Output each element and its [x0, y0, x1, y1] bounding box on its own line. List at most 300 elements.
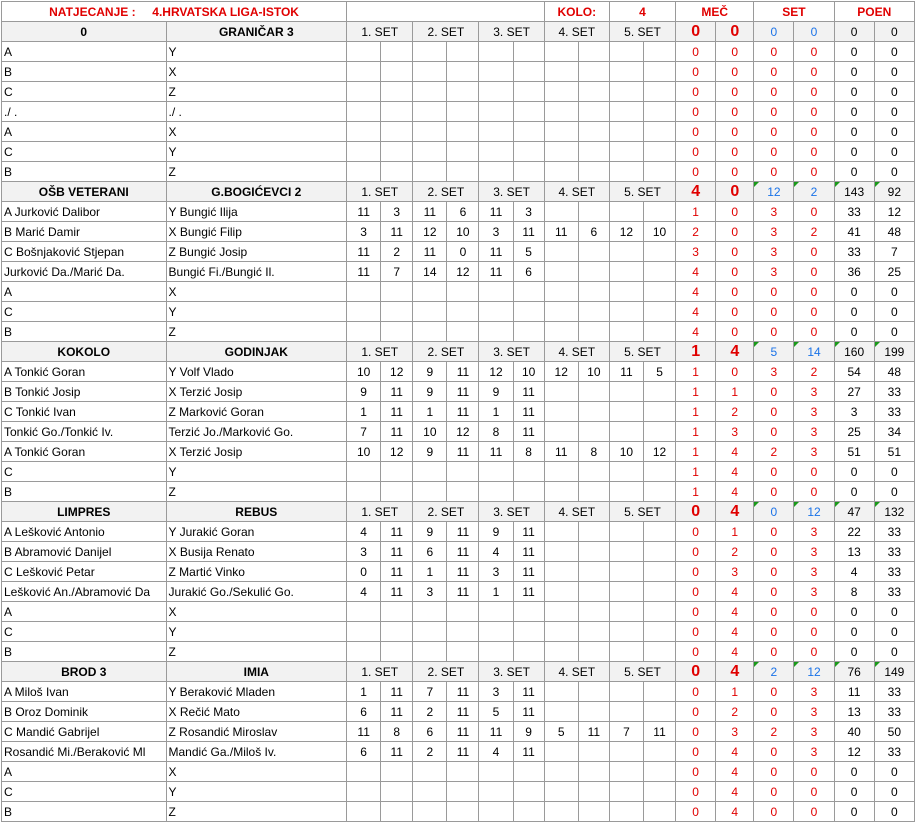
mec-home[interactable]: 0	[676, 542, 716, 562]
set-score[interactable]: 11	[381, 522, 413, 542]
poen-home[interactable]: 0	[834, 762, 874, 782]
set-header[interactable]: 5. SET	[609, 502, 675, 522]
home-player[interactable]: Jurković Da./Marić Da.	[2, 262, 167, 282]
set-score[interactable]	[643, 202, 675, 222]
set-home[interactable]: 0	[754, 782, 794, 802]
match-mec-away[interactable]: 4	[716, 502, 754, 522]
set-home[interactable]: 0	[754, 762, 794, 782]
poen-home[interactable]: 13	[834, 702, 874, 722]
set-score[interactable]	[479, 802, 513, 822]
set-score[interactable]	[381, 782, 413, 802]
poen-home[interactable]: 4	[834, 562, 874, 582]
set-score[interactable]	[609, 122, 643, 142]
set-score[interactable]	[609, 702, 643, 722]
home-team-name[interactable]: OŠB VETERANI	[2, 182, 167, 202]
set-score[interactable]	[643, 282, 675, 302]
poen-away[interactable]: 0	[874, 642, 914, 662]
set-away[interactable]: 3	[794, 682, 834, 702]
poen-away[interactable]: 51	[874, 442, 914, 462]
set-score[interactable]	[643, 802, 675, 822]
match-mec-away[interactable]: 0	[716, 182, 754, 202]
poen-away[interactable]: 25	[874, 262, 914, 282]
set-score[interactable]	[643, 402, 675, 422]
match-poen-home[interactable]: 160	[834, 342, 874, 362]
home-player[interactable]: C	[2, 782, 167, 802]
mec-away[interactable]: 0	[716, 102, 754, 122]
set-score[interactable]	[609, 602, 643, 622]
match-poen-away[interactable]: 199	[874, 342, 914, 362]
set-score[interactable]: 12	[609, 222, 643, 242]
poen-away[interactable]: 0	[874, 122, 914, 142]
set-away[interactable]: 2	[794, 222, 834, 242]
set-score[interactable]: 11	[413, 242, 447, 262]
mec-home[interactable]: 0	[676, 722, 716, 742]
set-score[interactable]: 11	[447, 382, 479, 402]
set-score[interactable]	[413, 602, 447, 622]
set-away[interactable]: 0	[794, 262, 834, 282]
set-score[interactable]: 11	[479, 722, 513, 742]
set-score[interactable]: 11	[447, 702, 479, 722]
poen-home[interactable]: 0	[834, 482, 874, 502]
set-away[interactable]: 0	[794, 602, 834, 622]
set-score[interactable]: 11	[381, 422, 413, 442]
set-score[interactable]	[513, 62, 544, 82]
away-player[interactable]: Mandić Ga./Miloš Iv.	[166, 742, 347, 762]
poen-away[interactable]: 0	[874, 102, 914, 122]
set-score[interactable]	[447, 462, 479, 482]
match-poen-home[interactable]: 76	[834, 662, 874, 682]
set-score[interactable]	[447, 302, 479, 322]
set-score[interactable]	[643, 782, 675, 802]
set-score[interactable]	[513, 622, 544, 642]
poen-home[interactable]: 0	[834, 122, 874, 142]
set-score[interactable]	[381, 762, 413, 782]
set-score[interactable]	[609, 162, 643, 182]
set-home[interactable]: 0	[754, 582, 794, 602]
match-set-home[interactable]: 0	[754, 22, 794, 42]
mec-away[interactable]: 4	[716, 742, 754, 762]
set-score[interactable]	[578, 762, 609, 782]
mec-home[interactable]: 0	[676, 702, 716, 722]
mec-away[interactable]: 2	[716, 702, 754, 722]
set-score[interactable]: 9	[479, 522, 513, 542]
mec-home[interactable]: 0	[676, 62, 716, 82]
set-score[interactable]	[544, 582, 578, 602]
set-header[interactable]: 5. SET	[609, 342, 675, 362]
mec-away[interactable]: 4	[716, 802, 754, 822]
poen-away[interactable]: 12	[874, 202, 914, 222]
set-score[interactable]: 2	[413, 742, 447, 762]
set-score[interactable]	[544, 262, 578, 282]
mec-away[interactable]: 0	[716, 62, 754, 82]
title-spacer[interactable]	[347, 2, 545, 22]
set-score[interactable]	[609, 742, 643, 762]
set-score[interactable]	[447, 82, 479, 102]
home-player[interactable]: C Lešković Petar	[2, 562, 167, 582]
set-home[interactable]: 0	[754, 102, 794, 122]
set-home[interactable]: 0	[754, 682, 794, 702]
set-away[interactable]: 2	[794, 362, 834, 382]
set-score[interactable]	[643, 642, 675, 662]
home-player[interactable]: B Oroz Dominik	[2, 702, 167, 722]
set-score[interactable]	[544, 642, 578, 662]
poen-home[interactable]: 0	[834, 462, 874, 482]
set-away[interactable]: 0	[794, 102, 834, 122]
set-score[interactable]	[513, 642, 544, 662]
home-player[interactable]: C	[2, 142, 167, 162]
home-player[interactable]: A Jurković Dalibor	[2, 202, 167, 222]
set-score[interactable]	[578, 282, 609, 302]
set-home[interactable]: 3	[754, 222, 794, 242]
poen-home[interactable]: 0	[834, 642, 874, 662]
set-score[interactable]	[578, 802, 609, 822]
set-score[interactable]	[413, 282, 447, 302]
home-player[interactable]: C	[2, 462, 167, 482]
mec-home[interactable]: 0	[676, 142, 716, 162]
home-player[interactable]: A	[2, 602, 167, 622]
set-score[interactable]: 11	[381, 542, 413, 562]
set-score[interactable]: 1	[479, 582, 513, 602]
mec-home[interactable]: 1	[676, 482, 716, 502]
set-score[interactable]: 11	[447, 742, 479, 762]
away-player[interactable]: X	[166, 602, 347, 622]
home-player[interactable]: B Marić Damir	[2, 222, 167, 242]
set-score[interactable]: 10	[643, 222, 675, 242]
mec-home[interactable]: 0	[676, 782, 716, 802]
set-score[interactable]	[578, 742, 609, 762]
set-score[interactable]	[609, 542, 643, 562]
set-score[interactable]	[447, 602, 479, 622]
set-score[interactable]	[544, 282, 578, 302]
set-score[interactable]: 6	[578, 222, 609, 242]
set-score[interactable]	[643, 102, 675, 122]
set-header[interactable]: 3. SET	[479, 182, 544, 202]
set-score[interactable]	[479, 142, 513, 162]
home-player[interactable]: A Lešković Antonio	[2, 522, 167, 542]
poen-away[interactable]: 33	[874, 742, 914, 762]
set-header[interactable]: 1. SET	[347, 502, 413, 522]
poen-away[interactable]: 0	[874, 462, 914, 482]
set-score[interactable]	[347, 122, 381, 142]
set-score[interactable]: 12	[381, 362, 413, 382]
set-score[interactable]	[447, 782, 479, 802]
set-score[interactable]	[479, 462, 513, 482]
poen-away[interactable]: 33	[874, 562, 914, 582]
set-home[interactable]: 0	[754, 462, 794, 482]
set-home[interactable]: 2	[754, 722, 794, 742]
mec-away[interactable]: 1	[716, 682, 754, 702]
mec-home[interactable]: 1	[676, 382, 716, 402]
poen-home[interactable]: 0	[834, 162, 874, 182]
set-away[interactable]: 0	[794, 282, 834, 302]
away-team-name[interactable]: REBUS	[166, 502, 347, 522]
set-score[interactable]: 8	[479, 422, 513, 442]
set-score[interactable]	[381, 302, 413, 322]
mec-away[interactable]: 4	[716, 622, 754, 642]
away-player[interactable]: Z	[166, 482, 347, 502]
mec-away[interactable]: 0	[716, 42, 754, 62]
mec-home[interactable]: 1	[676, 422, 716, 442]
set-home[interactable]: 0	[754, 282, 794, 302]
set-score[interactable]	[578, 402, 609, 422]
poen-away[interactable]: 0	[874, 302, 914, 322]
set-score[interactable]	[479, 122, 513, 142]
mec-away[interactable]: 0	[716, 202, 754, 222]
set-score[interactable]	[609, 522, 643, 542]
away-player[interactable]: Z Bungić Josip	[166, 242, 347, 262]
poen-home[interactable]: 0	[834, 82, 874, 102]
set-score[interactable]	[578, 422, 609, 442]
mec-away[interactable]: 4	[716, 782, 754, 802]
set-score[interactable]	[479, 42, 513, 62]
home-player[interactable]: ./ .	[2, 102, 167, 122]
set-score[interactable]	[544, 682, 578, 702]
set-score[interactable]: 4	[347, 522, 381, 542]
set-score[interactable]	[544, 302, 578, 322]
set-score[interactable]	[578, 242, 609, 262]
match-poen-away[interactable]: 132	[874, 502, 914, 522]
set-header[interactable]: 3. SET	[479, 342, 544, 362]
set-score[interactable]	[513, 42, 544, 62]
set-score[interactable]: 11	[447, 582, 479, 602]
match-mec-home[interactable]: 0	[676, 502, 716, 522]
mec-home[interactable]: 1	[676, 462, 716, 482]
set-score[interactable]	[544, 522, 578, 542]
set-header[interactable]: 2. SET	[413, 182, 479, 202]
poen-away[interactable]: 33	[874, 402, 914, 422]
away-team-name[interactable]: GODINJAK	[166, 342, 347, 362]
mec-away[interactable]: 4	[716, 582, 754, 602]
set-score[interactable]	[578, 382, 609, 402]
poen-away[interactable]: 48	[874, 222, 914, 242]
set-score[interactable]: 11	[513, 562, 544, 582]
set-away[interactable]: 3	[794, 422, 834, 442]
set-score[interactable]: 11	[513, 522, 544, 542]
set-score[interactable]	[643, 162, 675, 182]
set-home[interactable]: 0	[754, 62, 794, 82]
set-score[interactable]	[513, 82, 544, 102]
set-score[interactable]	[643, 322, 675, 342]
set-score[interactable]	[544, 242, 578, 262]
set-score[interactable]: 10	[513, 362, 544, 382]
set-score[interactable]	[578, 462, 609, 482]
set-score[interactable]	[347, 762, 381, 782]
set-score[interactable]	[578, 642, 609, 662]
set-header[interactable]: 1. SET	[347, 662, 413, 682]
set-home[interactable]: 3	[754, 262, 794, 282]
set-score[interactable]: 11	[513, 682, 544, 702]
set-score[interactable]	[544, 82, 578, 102]
set-score[interactable]: 3	[479, 562, 513, 582]
mec-away[interactable]: 4	[716, 442, 754, 462]
set-score[interactable]	[578, 142, 609, 162]
set-score[interactable]	[609, 242, 643, 262]
mec-away[interactable]: 0	[716, 162, 754, 182]
set-score[interactable]	[609, 762, 643, 782]
home-player[interactable]: C	[2, 82, 167, 102]
set-home[interactable]: 0	[754, 122, 794, 142]
mec-away[interactable]: 0	[716, 302, 754, 322]
set-score[interactable]	[643, 62, 675, 82]
match-set-home[interactable]: 12	[754, 182, 794, 202]
set-header[interactable]: 5. SET	[609, 182, 675, 202]
mec-away[interactable]: 0	[716, 82, 754, 102]
set-score[interactable]	[381, 802, 413, 822]
mec-away[interactable]: 4	[716, 482, 754, 502]
set-score[interactable]	[609, 422, 643, 442]
away-team-name[interactable]: GRANIČAR 3	[166, 22, 347, 42]
poen-label[interactable]: POEN	[834, 2, 914, 22]
set-score[interactable]	[347, 622, 381, 642]
set-score[interactable]: 10	[347, 442, 381, 462]
set-away[interactable]: 0	[794, 242, 834, 262]
set-score[interactable]: 7	[347, 422, 381, 442]
set-score[interactable]	[578, 162, 609, 182]
set-score[interactable]	[578, 562, 609, 582]
set-score[interactable]	[413, 102, 447, 122]
set-score[interactable]	[643, 582, 675, 602]
set-score[interactable]	[578, 302, 609, 322]
competition-cell[interactable]	[2, 2, 347, 22]
mec-home[interactable]: 0	[676, 802, 716, 822]
set-score[interactable]	[609, 482, 643, 502]
home-player[interactable]: C Tonkić Ivan	[2, 402, 167, 422]
set-score[interactable]	[381, 142, 413, 162]
set-header[interactable]: 1. SET	[347, 22, 413, 42]
away-player[interactable]: Z Rosandić Miroslav	[166, 722, 347, 742]
set-away[interactable]: 3	[794, 562, 834, 582]
poen-home[interactable]: 0	[834, 302, 874, 322]
set-score[interactable]	[544, 742, 578, 762]
set-score[interactable]: 12	[413, 222, 447, 242]
set-score[interactable]	[544, 162, 578, 182]
poen-home[interactable]: 33	[834, 242, 874, 262]
set-header[interactable]: 5. SET	[609, 662, 675, 682]
match-set-away[interactable]: 12	[794, 662, 834, 682]
set-home[interactable]: 0	[754, 82, 794, 102]
set-score[interactable]: 11	[479, 442, 513, 462]
poen-home[interactable]: 0	[834, 602, 874, 622]
away-player[interactable]: Z Martić Vinko	[166, 562, 347, 582]
poen-away[interactable]: 48	[874, 362, 914, 382]
set-score[interactable]: 11	[347, 242, 381, 262]
away-player[interactable]: Terzić Jo./Marković Go.	[166, 422, 347, 442]
set-away[interactable]: 3	[794, 722, 834, 742]
set-score[interactable]: 12	[544, 362, 578, 382]
set-score[interactable]	[513, 162, 544, 182]
set-home[interactable]: 0	[754, 642, 794, 662]
set-score[interactable]: 4	[347, 582, 381, 602]
match-poen-home[interactable]: 0	[834, 22, 874, 42]
set-score[interactable]	[479, 62, 513, 82]
mec-away[interactable]: 0	[716, 362, 754, 382]
away-player[interactable]: X Busija Renato	[166, 542, 347, 562]
set-score[interactable]: 1	[479, 402, 513, 422]
poen-home[interactable]: 0	[834, 782, 874, 802]
set-score[interactable]	[643, 262, 675, 282]
mec-home[interactable]: 1	[676, 362, 716, 382]
set-score[interactable]: 11	[347, 262, 381, 282]
set-score[interactable]	[381, 62, 413, 82]
poen-away[interactable]: 0	[874, 622, 914, 642]
set-home[interactable]: 2	[754, 442, 794, 462]
away-player[interactable]: Z	[166, 82, 347, 102]
set-score[interactable]	[609, 402, 643, 422]
set-away[interactable]: 3	[794, 522, 834, 542]
set-score[interactable]: 11	[447, 682, 479, 702]
away-player[interactable]: Y	[166, 462, 347, 482]
home-team-name[interactable]: 0	[2, 22, 167, 42]
set-score[interactable]: 12	[447, 422, 479, 442]
set-score[interactable]: 3	[479, 222, 513, 242]
set-away[interactable]: 0	[794, 782, 834, 802]
set-away[interactable]: 3	[794, 582, 834, 602]
set-score[interactable]	[544, 802, 578, 822]
set-score[interactable]: 9	[347, 382, 381, 402]
set-score[interactable]	[578, 542, 609, 562]
away-player[interactable]: X	[166, 762, 347, 782]
set-score[interactable]: 8	[578, 442, 609, 462]
set-score[interactable]: 1	[413, 402, 447, 422]
set-score[interactable]: 11	[479, 262, 513, 282]
set-home[interactable]: 0	[754, 522, 794, 542]
set-score[interactable]	[643, 462, 675, 482]
set-score[interactable]	[578, 322, 609, 342]
set-score[interactable]: 3	[381, 202, 413, 222]
set-header[interactable]: 3. SET	[479, 22, 544, 42]
match-poen-home[interactable]: 47	[834, 502, 874, 522]
set-score[interactable]	[479, 782, 513, 802]
set-score[interactable]: 9	[413, 442, 447, 462]
set-score[interactable]	[381, 282, 413, 302]
set-score[interactable]	[643, 622, 675, 642]
mec-home[interactable]: 4	[676, 322, 716, 342]
set-score[interactable]: 11	[381, 222, 413, 242]
set-score[interactable]: 2	[413, 702, 447, 722]
home-player[interactable]: C	[2, 302, 167, 322]
match-set-home[interactable]: 5	[754, 342, 794, 362]
set-score[interactable]	[513, 322, 544, 342]
match-poen-away[interactable]: 149	[874, 662, 914, 682]
set-header[interactable]: 4. SET	[544, 502, 609, 522]
set-away[interactable]: 3	[794, 402, 834, 422]
poen-home[interactable]: 54	[834, 362, 874, 382]
set-home[interactable]: 0	[754, 162, 794, 182]
mec-away[interactable]: 0	[716, 222, 754, 242]
home-player[interactable]: B	[2, 162, 167, 182]
set-score[interactable]	[381, 102, 413, 122]
set-home[interactable]: 0	[754, 42, 794, 62]
set-header[interactable]: 4. SET	[544, 342, 609, 362]
set-score[interactable]	[578, 602, 609, 622]
poen-home[interactable]: 41	[834, 222, 874, 242]
set-score[interactable]	[413, 142, 447, 162]
home-player[interactable]: C	[2, 622, 167, 642]
match-mec-away[interactable]: 4	[716, 342, 754, 362]
match-set-home[interactable]: 0	[754, 502, 794, 522]
set-score[interactable]: 11	[447, 722, 479, 742]
set-score[interactable]	[609, 462, 643, 482]
set-score[interactable]	[609, 42, 643, 62]
home-player[interactable]: A	[2, 122, 167, 142]
set-score[interactable]	[447, 762, 479, 782]
set-score[interactable]: 11	[447, 402, 479, 422]
set-score[interactable]: 7	[413, 682, 447, 702]
set-score[interactable]: 11	[447, 362, 479, 382]
set-score[interactable]	[347, 42, 381, 62]
set-score[interactable]: 11	[381, 402, 413, 422]
set-header[interactable]: 3. SET	[479, 662, 544, 682]
